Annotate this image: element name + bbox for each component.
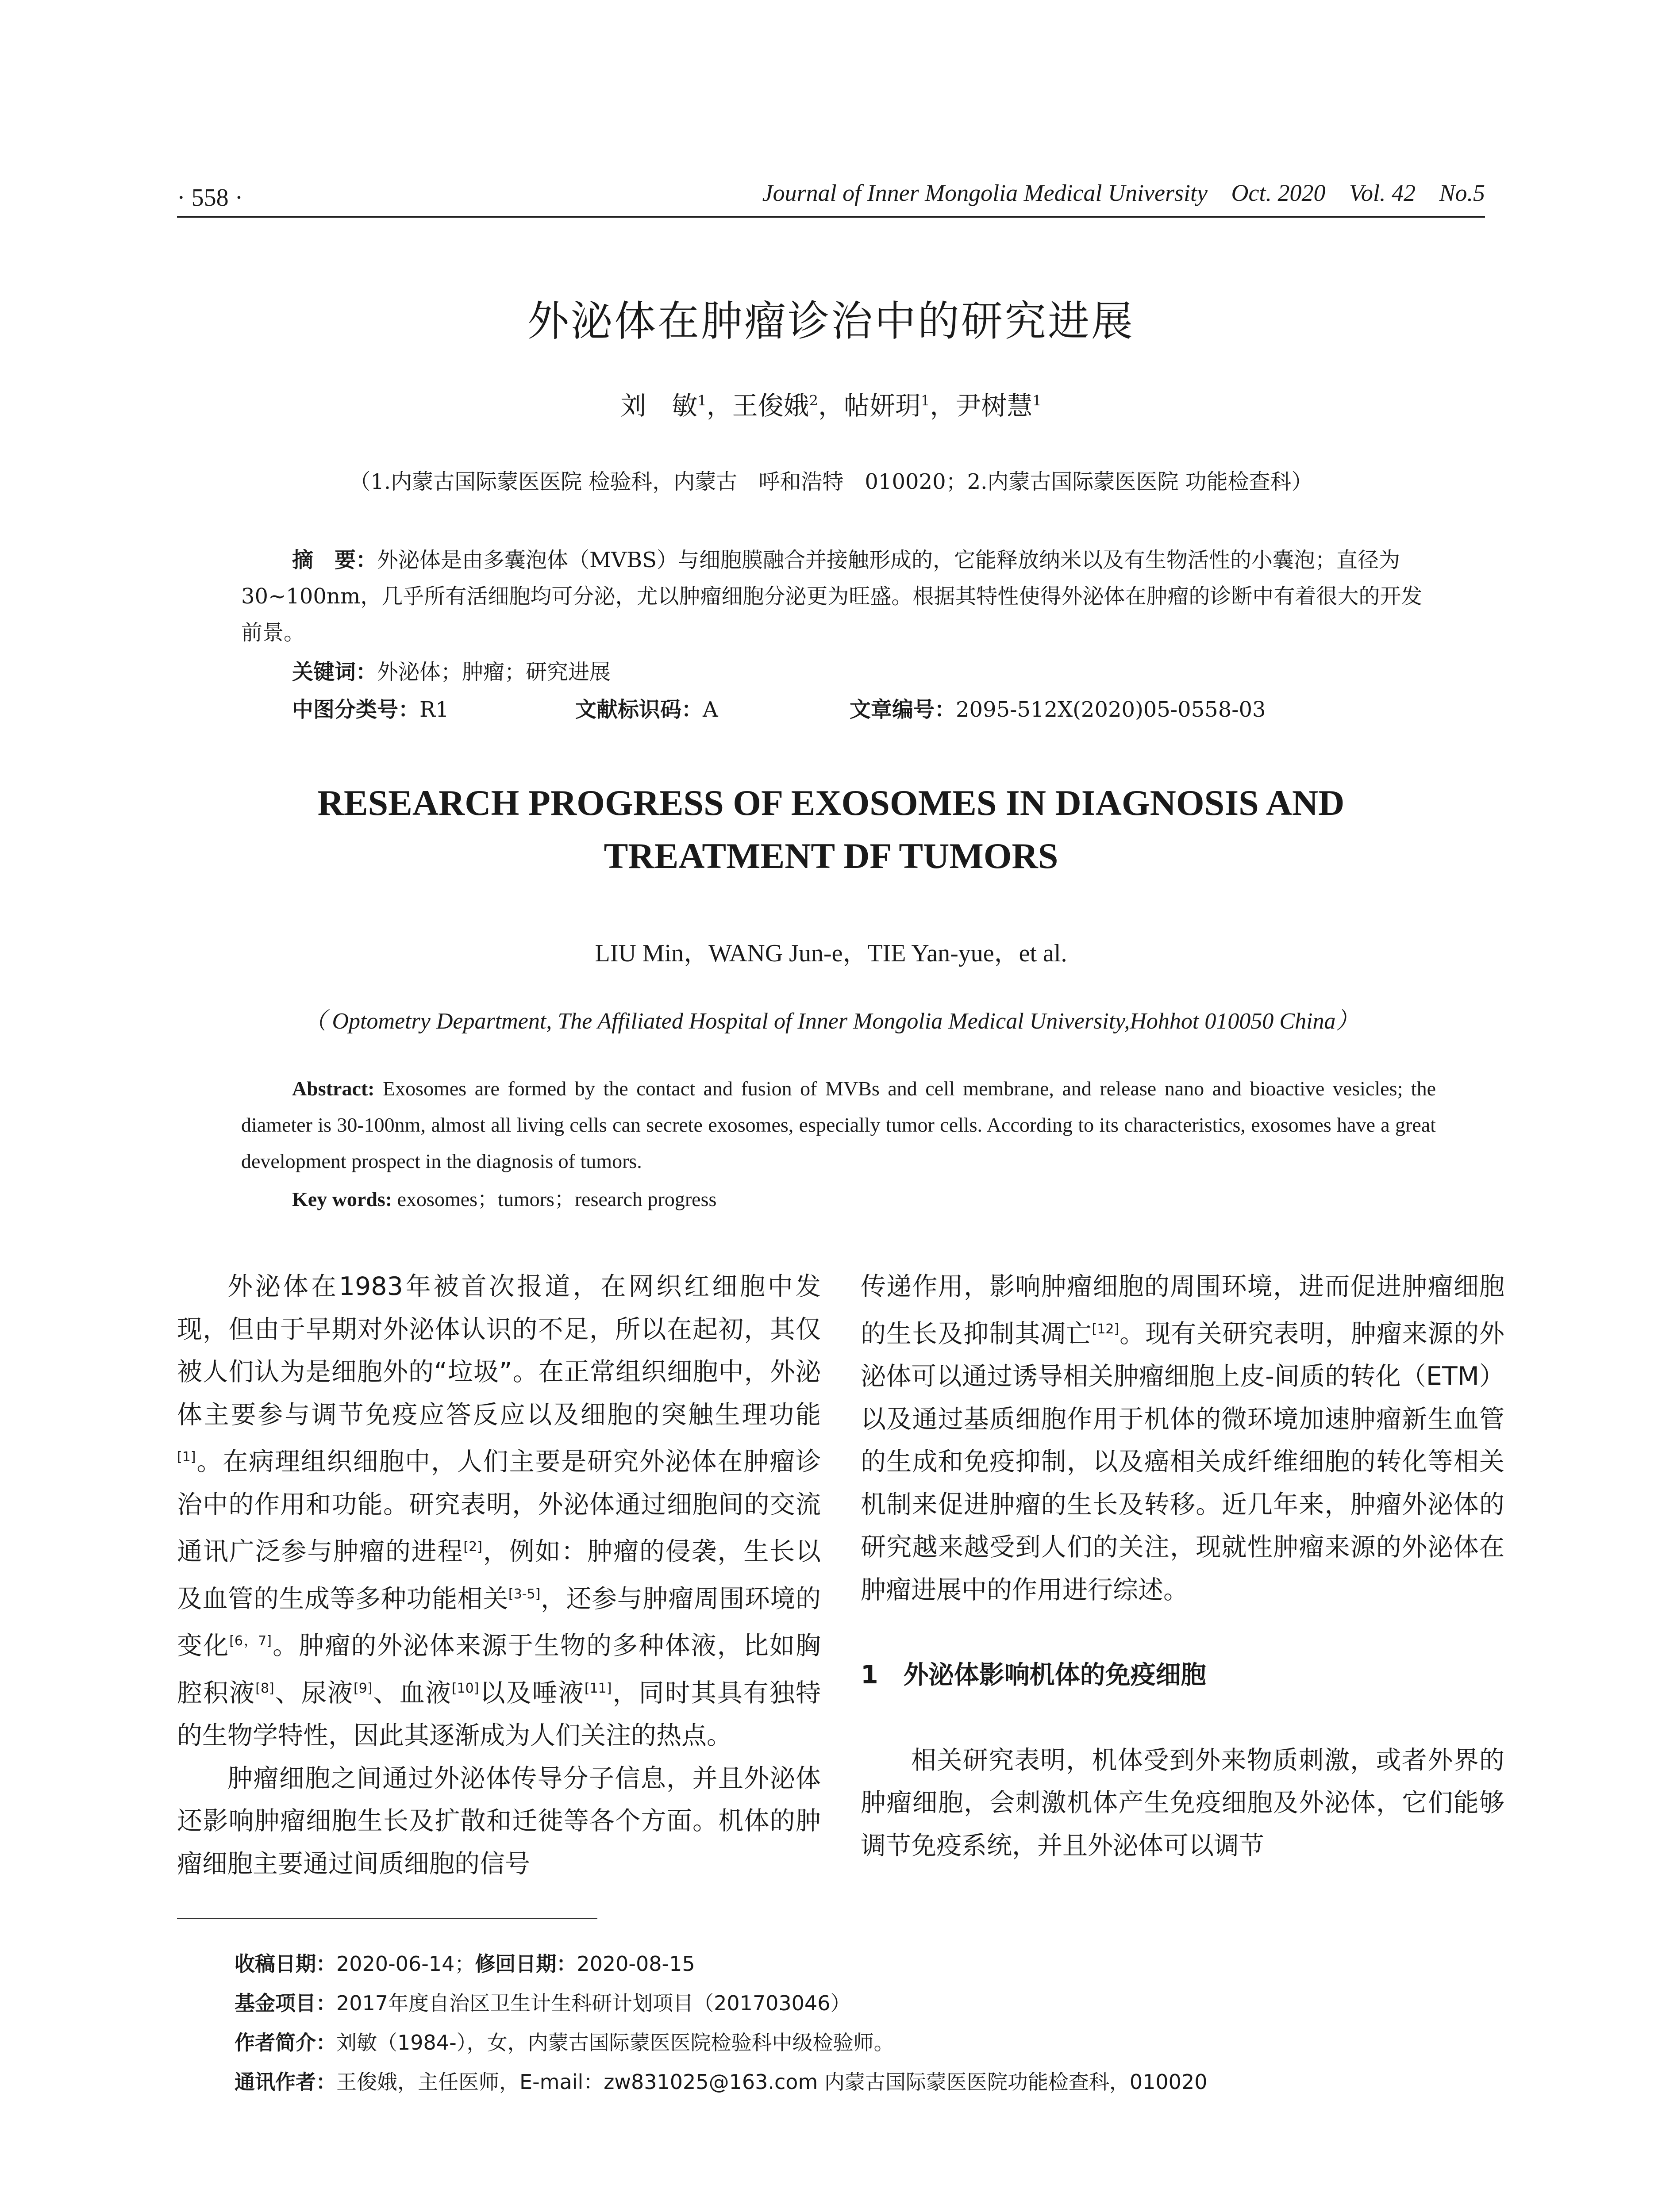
corresponding-label: 通讯作者： (235, 2070, 336, 2094)
en-keywords-text: exosomes；tumors；research progress (397, 1188, 717, 1210)
author-name: 帖妍玥 (844, 391, 921, 421)
en-title (221, 776, 1441, 883)
text-run: ，例如：肿瘤的侵袭，生长以及血管的生成等多种功能相关 (177, 1537, 821, 1613)
section-heading: 1 外泌体影响机体的免疫细胞 (861, 1660, 1206, 1690)
footnote-fund (235, 1984, 1518, 2023)
author-bio-label: 作者简介： (235, 2031, 336, 2055)
revised-label: 修回日期： (475, 1952, 577, 1976)
article-no-label: 文章编号： (850, 697, 956, 722)
en-affiliation: （ Optometry Department, The Affiliated Hospital of Inner Mongolia Medical University,Hohhot 010050 China） (303, 1009, 1359, 1034)
citation: [3-5] (508, 1586, 541, 1602)
fund-text: 2017年度自治区卫生计生科研计划项目（201703046） (336, 1991, 851, 2015)
issue-date: Oct. 2020 (1231, 180, 1326, 206)
author-affil-sup: 2 (809, 392, 818, 409)
cn-affiliation: （1.内蒙古国际蒙医医院 检验科，内蒙古 呼和浩特 010020；2.内蒙古国际蒙医医院 功能检查科） (349, 469, 1313, 494)
footnote-rule (177, 1918, 597, 1919)
revised-date: 2020-08-15 (577, 1952, 695, 1976)
received-label: 收稿日期： (235, 1952, 336, 1976)
text-run: 。在病理组织细胞中，人们主要是研究外泌体在肿瘤诊治中的作用和功能。研究表明，外泌体通过细胞间的交流通讯广泛参与肿瘤的进程 (177, 1447, 821, 1566)
body-paragraph: 相关研究表明，机体受到外来物质刺激，或者外界的肿瘤细胞，会刺激机体产生免疫细胞及外泌体，它们能够调节免疫系统，并且外泌体可以调节 (861, 1745, 1504, 1860)
fund-label: 基金项目： (235, 1991, 336, 2015)
en-title-line: TREATMENT DF TUMORS (604, 836, 1058, 876)
en-abstract (241, 1071, 1436, 1179)
cn-keywords-label: 关键词： (292, 660, 377, 684)
en-authors: LIU Min，WANG Jun-e，TIE Yan-yue，et al. (595, 940, 1067, 967)
citation: [1] (177, 1449, 196, 1465)
cn-meta (292, 691, 1443, 728)
footnote-dates: 收稿日期：2020-06-14；修回日期：2020-08-15 (235, 1952, 695, 1976)
footnotes (235, 1944, 1518, 2102)
footnote-corresponding (235, 2062, 1518, 2102)
text-run: 传递作用，影响肿瘤细胞的周围环境，进而促进肿瘤细胞的生长及抑制其凋亡 (861, 1272, 1504, 1348)
author-affil-sup: 1 (1032, 392, 1042, 409)
citation: [12] (1092, 1321, 1120, 1337)
text-run: ，同时其具有独特的生物学特性，因此其逐渐成为人们关注的热点。 (177, 1678, 821, 1750)
en-abstract-label: Abstract: (292, 1077, 375, 1100)
text-run: 以及唾液 (479, 1678, 585, 1708)
running-header (762, 179, 1485, 207)
volume: Vol. 42 (1349, 180, 1416, 206)
footnote-author (235, 2023, 1518, 2062)
doc-code-value: A (703, 697, 718, 722)
cn-abstract (241, 542, 1436, 651)
author-affil-sup: 1 (697, 392, 707, 409)
body-right-column (861, 1265, 1504, 1867)
body-paragraph (861, 1265, 1504, 1611)
en-keywords (292, 1181, 1487, 1217)
en-keywords-label: Key words: (292, 1188, 392, 1210)
text-run: 。肿瘤的外泌体来源于生物的多种体液，比如胸腔积液 (177, 1631, 821, 1708)
text-run: ，还参与肿瘤周围环境的变化 (177, 1584, 821, 1660)
body-paragraph: 肿瘤细胞之间通过外泌体传导分子信息，并且外泌体还影响肿瘤细胞生长及扩散和迁徙等各个方面。机体的肿瘤细胞主要通过间质细胞的信号 (177, 1763, 821, 1878)
corresponding-text: 王俊娥，主任医师，E-mail：zw831025@163.com 内蒙古国际蒙医医院功能检查科，010020 (336, 2070, 1208, 2094)
citation: [6，7] (229, 1633, 272, 1649)
citation: [2] (463, 1539, 482, 1555)
author-name: 王俊娥 (732, 391, 809, 421)
cn-abstract-label: 摘 要： (292, 548, 377, 572)
author-affil-sup: 1 (921, 392, 930, 409)
en-abstract-text: Exosomes are formed by the contact and fusion of MVBs and cell membrane, and release nano and bioactive vesicles; the diameter is 30-100nm, almost all living cells can secrete exosomes, especially tumor cells. According to its characteristics, exosomes have a great development prospect in the diagnosis of tumors. (241, 1077, 1436, 1172)
body-paragraph (177, 1265, 821, 1757)
citation: [8] (255, 1680, 274, 1696)
received-date: 2020-06-14 (336, 1952, 455, 1976)
doc-code-label: 文献标识码： (575, 697, 703, 722)
citation: [11] (584, 1680, 612, 1696)
text-run: 。现有关研究表明，肿瘤来源的外泌体可以通过诱导相关肿瘤细胞上皮-间质的转化（ETM）以及通过基质细胞作用于机体的微环境加速肿瘤新生血管的生成和免疫抑制，以及癌相关成纤维细胞的转化等相关机制来促进肿瘤的生长及转移。近几年来，肿瘤外泌体的研究越来越受到人们的关注，现就性肿瘤来源的外泌体在肿瘤进展中的作用进行综述。 (861, 1319, 1505, 1605)
cn-authors: 刘 敏$^1$，王俊娥$^2$，帖妍玥$^1$，尹树慧$^1$ (620, 391, 1042, 421)
text-run: 、尿液 (274, 1678, 354, 1708)
page-number: · 558 · (177, 184, 243, 211)
author-name: 刘 敏 (620, 391, 698, 421)
body-left-column (177, 1265, 821, 1885)
citation: [9] (354, 1680, 373, 1696)
cn-title: 外泌体在肿瘤诊治中的研究进展 (527, 297, 1135, 346)
cn-keywords-text: 外泌体；肿瘤；研究进展 (377, 660, 611, 684)
citation: [10] (451, 1680, 479, 1696)
text-run: 、血液 (372, 1678, 452, 1708)
cn-abstract-text: 外泌体是由多囊泡体（MVBS）与细胞膜融合并接触形成的，它能释放纳米以及有生物活性的小囊泡；直径为30~100nm，几乎所有活细胞均可分泌，尤以肿瘤细胞分泌更为旺盛。根据其特性使得外泌体在肿瘤的诊断中有着很大的开发前景。 (241, 548, 1423, 645)
cn-keywords (292, 654, 1443, 690)
article-no-value: 2095-512X(2020)05-0558-03 (956, 697, 1266, 722)
clc-value: R1 (419, 697, 449, 722)
header-rule (177, 216, 1485, 218)
journal-name: Journal of Inner Mongolia Medical University (762, 180, 1208, 206)
author-name: 尹树慧 (955, 391, 1033, 421)
author-bio-text: 刘敏（1984-），女，内蒙古国际蒙医医院检验科中级检验师。 (336, 2031, 894, 2055)
text-run: 外泌体在1983年被首次报道，在网织红细胞中发现，但由于早期对外泌体认识的不足，所以在起初，其仅被人们认为是细胞外的“垃圾”。在正常组织细胞中，外泌体主要参与调节免疫应答反应以及细胞的突触生理功能 (177, 1272, 821, 1429)
en-title-line: RESEARCH PROGRESS OF EXOSOMES IN DIAGNOSIS AND (317, 783, 1345, 823)
clc-label: 中图分类号： (292, 697, 420, 722)
issue-number: No.5 (1439, 180, 1485, 206)
